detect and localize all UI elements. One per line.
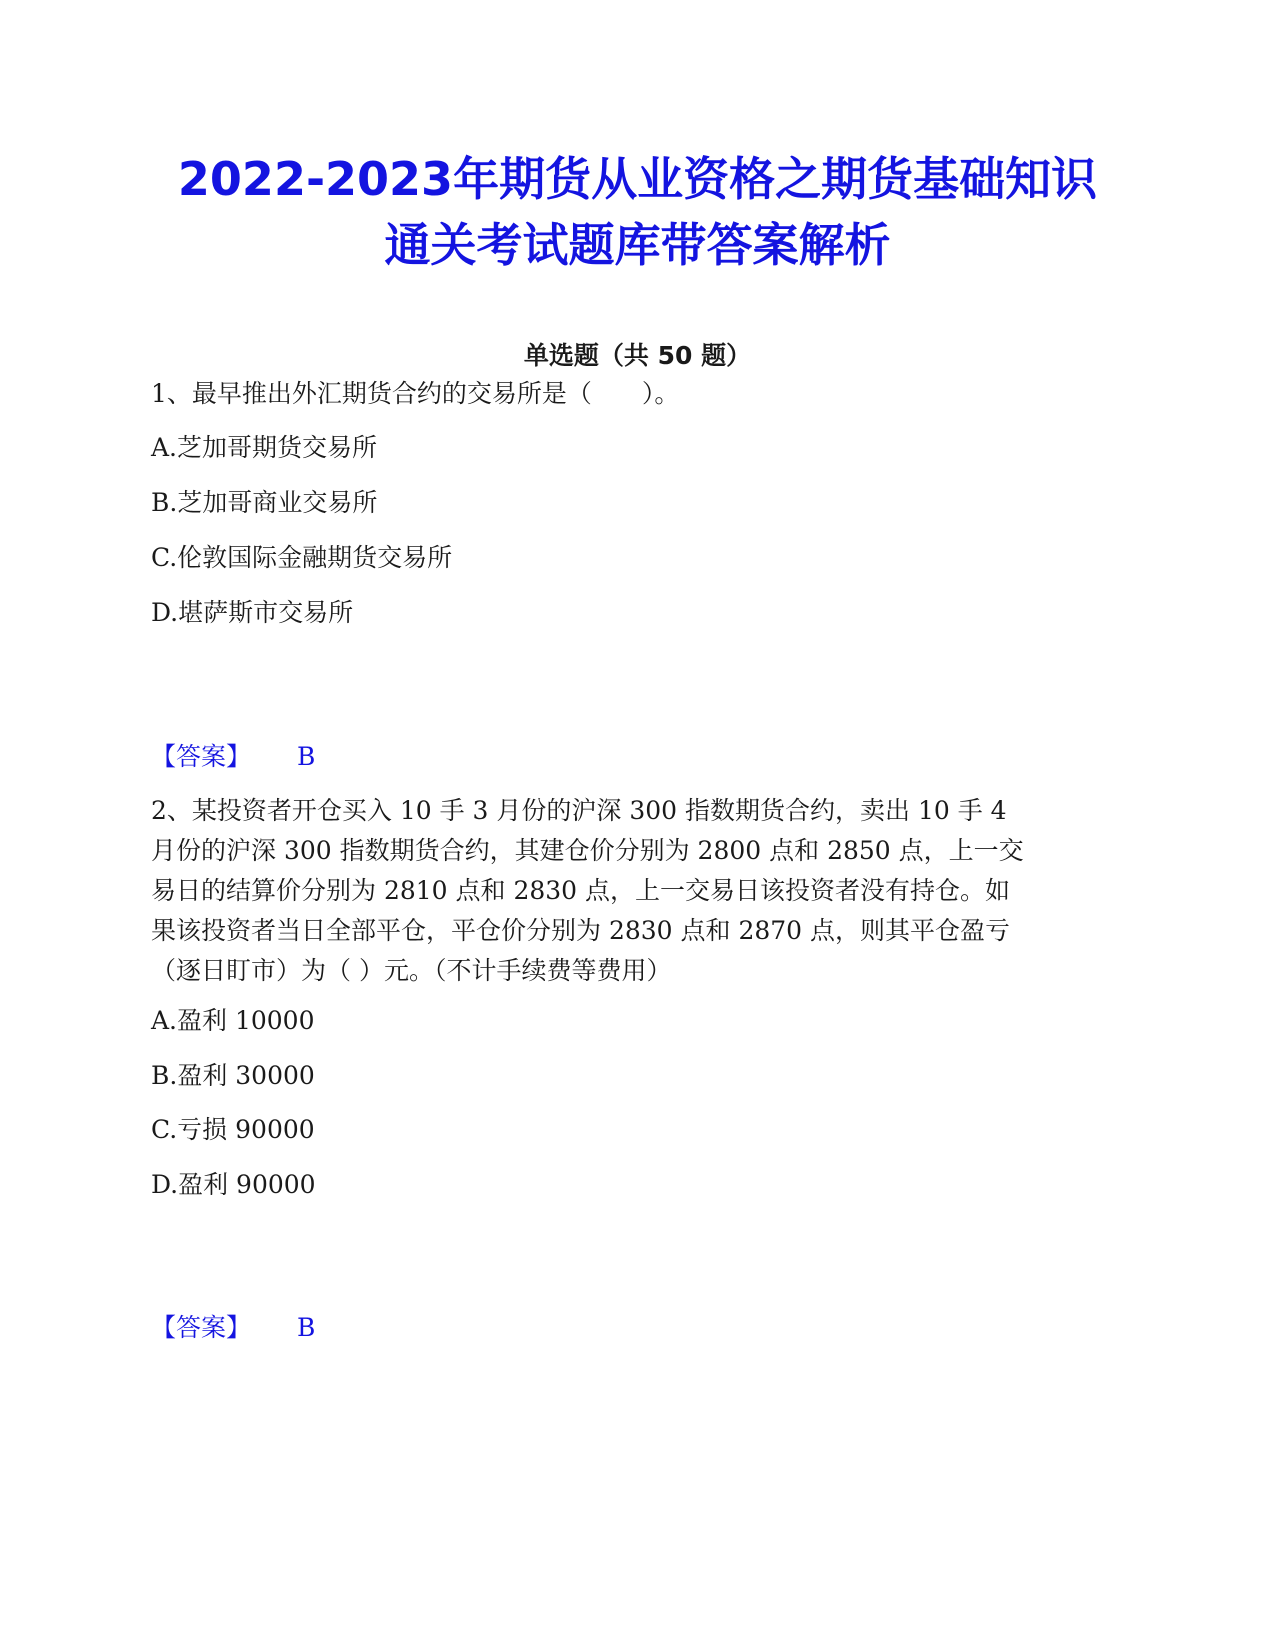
- question-2-stem-line: 2、某投资者开仓买入 10 手 3 月份的沪深 300 指数期货合约，卖出 10 手 4: [151, 796, 1007, 825]
- question-1-option-a: A.芝加哥期货交易所: [151, 433, 378, 462]
- question-2-answer: [151, 1310, 315, 1346]
- answer-value: B: [297, 1313, 316, 1342]
- title-line-1: 2022-2023年期货从业资格之期货基础知识: [177, 152, 1098, 206]
- question-2-stem-line: 月份的沪深 300 指数期货合约，其建仓价分别为 2800 点和 2850 点，上一交: [151, 836, 1024, 865]
- question-2-stem-line: （逐日盯市）为（ ）元。（不计手续费等费用）: [151, 956, 672, 985]
- question-2-stem: [151, 791, 1111, 991]
- question-2-stem-line: 果该投资者当日全部平仓，平仓价分别为 2830 点和 2870 点，则其平仓盈亏: [151, 916, 1011, 945]
- question-2-option-a: A.盈利 10000: [151, 1006, 315, 1035]
- question-2-stem-line: 易日的结算价分别为 2810 点和 2830 点，上一交易日该投资者没有持仓。如: [151, 876, 1011, 905]
- question-1-stem: 1、最早推出外汇期货合约的交易所是（ ）。: [151, 379, 680, 408]
- question-1-option-c: C.伦敦国际金融期货交易所: [151, 543, 453, 572]
- answer-value: B: [297, 742, 316, 771]
- page-title: [60, 146, 1215, 278]
- title-line-2: 通关考试题库带答案解析: [384, 218, 891, 272]
- question-2-option-d: D.盈利 90000: [151, 1170, 316, 1199]
- section-heading: 单选题（共 50 题）: [523, 341, 752, 370]
- question-1-answer: [151, 739, 315, 775]
- question-1-option-d: D.堪萨斯市交易所: [151, 598, 354, 627]
- question-2-option-b: B.盈利 30000: [151, 1061, 315, 1090]
- question-2-option-c: C.亏损 90000: [151, 1115, 315, 1144]
- question-1-option-b: B.芝加哥商业交易所: [151, 488, 378, 517]
- answer-label: 【答案】: [151, 742, 252, 771]
- answer-label: 【答案】: [151, 1313, 252, 1342]
